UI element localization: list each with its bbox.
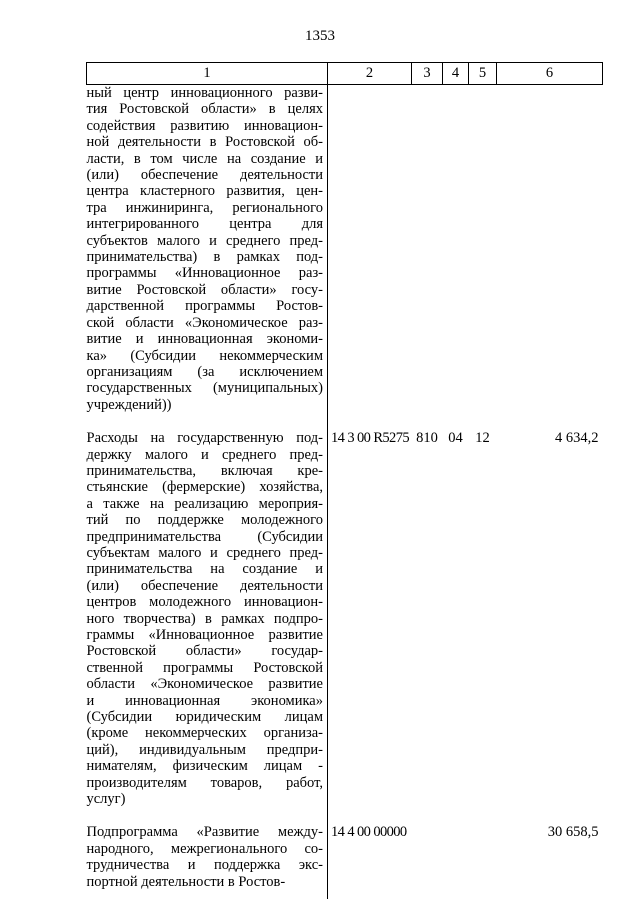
description-line: стьянские (фермерские) хозяйства, [86, 479, 323, 496]
row-section: 04 [448, 430, 463, 447]
row-amount: 30 658,5 [547, 824, 599, 841]
description-line: организациям (за исключением [86, 363, 323, 380]
description-line: нимателям, физическим лицам - [86, 758, 323, 775]
row-description [87, 816, 328, 899]
description-line: принимательства, включая кре- [86, 462, 323, 479]
description-line: тра инжиниринга, регионального [86, 199, 323, 216]
description-line: услуг) [86, 791, 126, 808]
description-line: области «Экономическое развитие [86, 676, 323, 693]
row-expense-type [412, 85, 443, 423]
description-line: программы «Инновационное раз- [86, 265, 323, 282]
table-row [87, 816, 603, 899]
column-header: 2 [328, 63, 412, 85]
description-line: производителям товаров, работ, [86, 774, 323, 791]
description-line: и инновационная экономика» [86, 692, 323, 709]
column-header: 6 [497, 63, 603, 85]
description-line: тий по поддержке молодежного [86, 512, 323, 529]
description-line: дарственной программы Ростов- [86, 298, 323, 315]
description-line: (кроме некоммерческих организа- [86, 725, 323, 742]
description-line: государственных (муниципальных) [86, 380, 323, 397]
description-line: (Субсидии юридическим лицам [86, 709, 323, 726]
budget-table [86, 62, 603, 899]
row-subsection: 12 [475, 430, 490, 447]
page-number: 1353 [305, 28, 335, 44]
row-subsection [469, 85, 497, 423]
description-line: граммы «Инновационное развитие [86, 627, 323, 643]
description-line: ный центр инновационного разви- [86, 85, 323, 101]
description-line: предпринимательства (Субсидии [86, 528, 323, 545]
row-expense-type [412, 816, 443, 899]
description-line: держку малого и среднего пред- [86, 446, 323, 463]
column-header: 5 [469, 63, 497, 85]
description-line: а также на реализацию мероприя- [86, 495, 323, 512]
description-line: трудничества и поддержка экс- [86, 857, 323, 874]
description-line: ной деятельности в Ростовской об- [86, 134, 323, 151]
description-line: субъектам малого и среднего пред- [86, 544, 323, 561]
description-line: ка» (Субсидии некоммерческим [86, 347, 323, 364]
row-target-code: 14 4 00 00000 [331, 824, 407, 841]
description-line: ного творчества) в рамках подпро- [86, 610, 323, 627]
description-line: центра кластерного развития, цен- [86, 183, 323, 200]
description-line: витие и инновационная экономи- [86, 331, 323, 348]
description-line: тия Ростовской области» в целях [86, 101, 323, 118]
description-line: ласти, в том числе на создание и [86, 150, 323, 167]
column-header: 3 [412, 63, 443, 85]
description-line: ской области «Экономическое раз- [86, 314, 323, 331]
row-description [87, 422, 328, 816]
row-section [443, 85, 469, 423]
row-target-code: 14 3 00 R5275 [331, 430, 409, 447]
description-line: принимательства) в рамках под- [86, 249, 323, 266]
column-header: 1 [87, 63, 328, 85]
description-line: Ростовской области» государ- [86, 643, 323, 660]
description-line: портной деятельности в Ростов- [86, 873, 286, 890]
row-subsection [469, 816, 497, 899]
description-line: (или) обеспечение деятельности [86, 167, 323, 184]
description-line: Расходы на государственную под- [86, 430, 323, 447]
description-line: ственной программы Ростовской [86, 659, 323, 676]
description-line: ций), индивидуальным предпри- [86, 741, 323, 758]
column-header: 4 [443, 63, 469, 85]
row-expense-type: 810 [416, 430, 438, 447]
description-line: центров молодежного инновацион- [86, 594, 323, 611]
row-amount: 4 634,2 [555, 430, 599, 447]
description-line: субъектов малого и среднего пред- [86, 232, 323, 249]
table-row [87, 85, 603, 423]
description-line: учреждений)) [86, 396, 172, 413]
row-target-code [328, 85, 412, 423]
row-description [87, 85, 328, 423]
row-section [443, 816, 469, 899]
row-amount [497, 85, 603, 423]
description-line: народного, межрегионального со- [86, 840, 323, 857]
description-line: интегрированного центра для [86, 216, 323, 233]
table-row [87, 422, 603, 816]
description-line: витие Ростовской области» госу- [86, 281, 323, 298]
description-line: принимательства на создание и [86, 561, 323, 578]
table-header-row [87, 63, 603, 85]
description-line: содействия развитию инновацион- [86, 117, 323, 134]
description-line: (или) обеспечение деятельности [86, 577, 323, 594]
description-line: Подпрограмма «Развитие между- [86, 824, 323, 841]
